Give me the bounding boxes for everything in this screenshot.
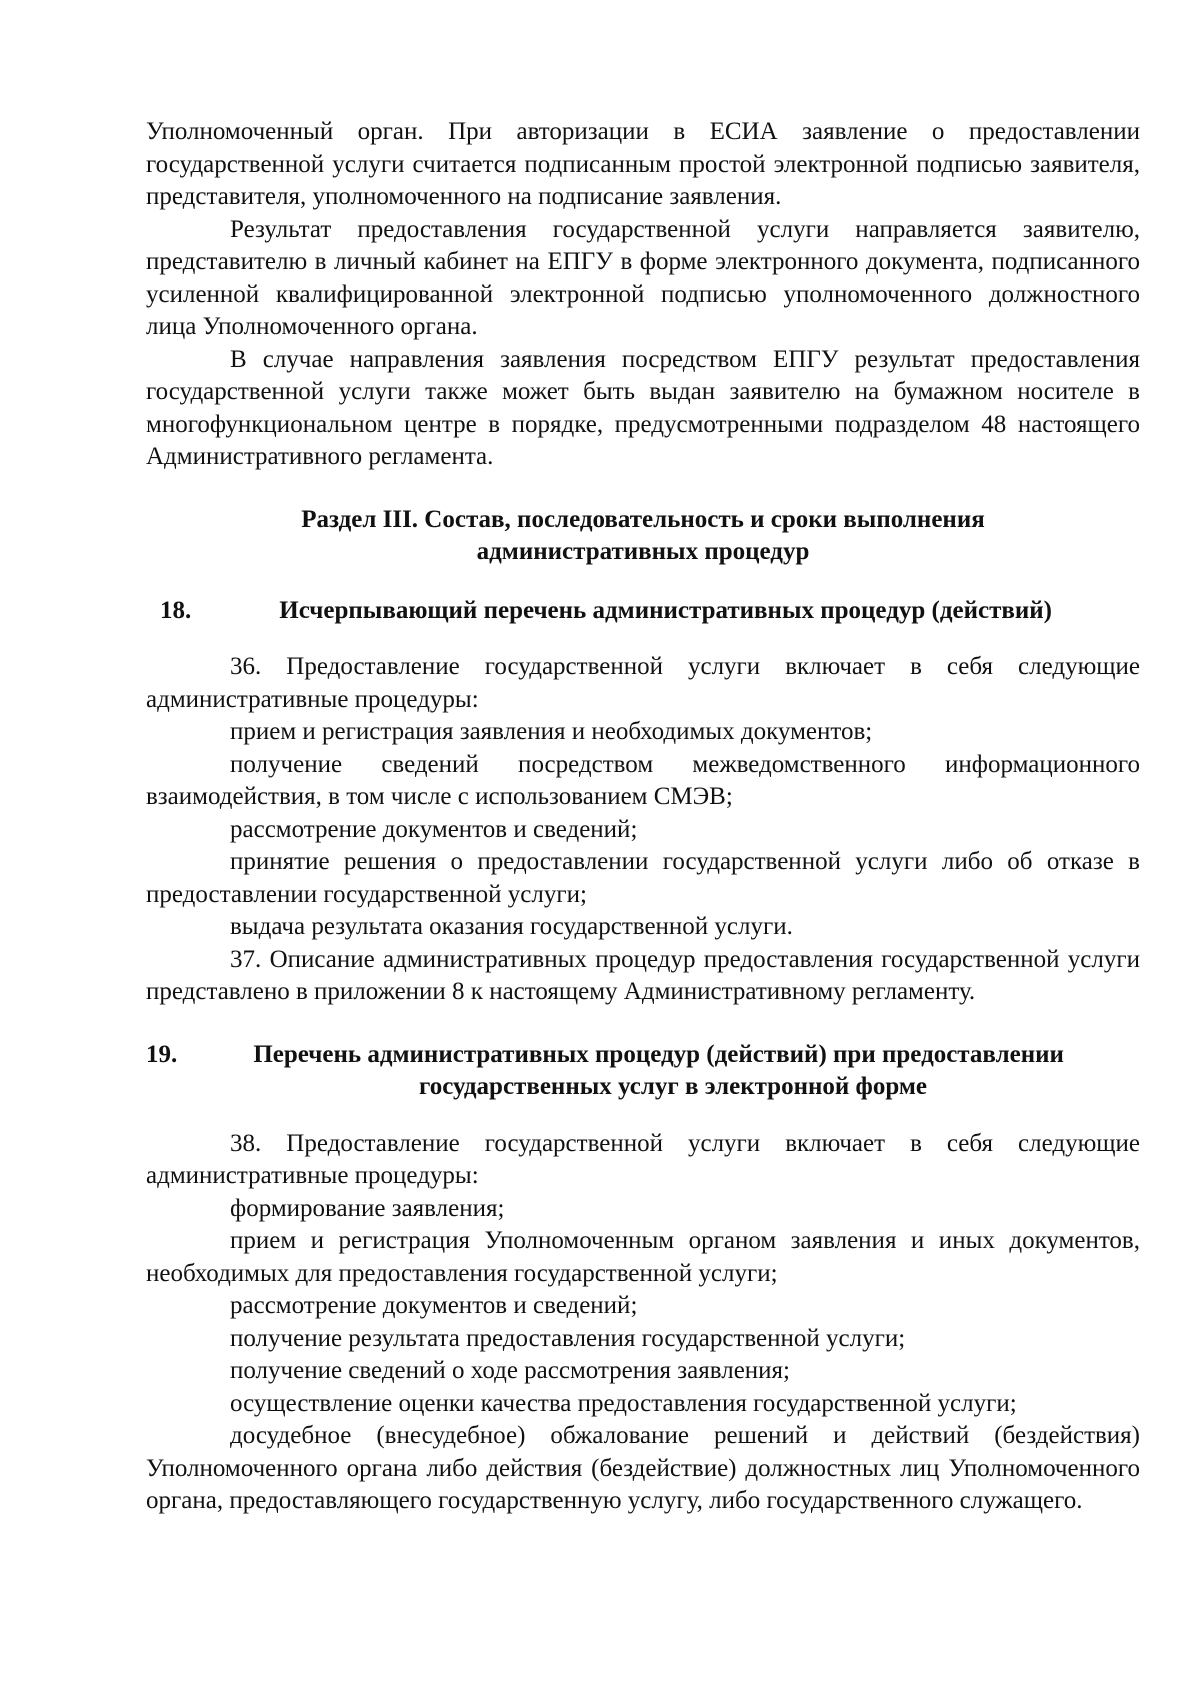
subsection-19-title-line2: государственных услуг в электронной форме	[418, 1073, 927, 1100]
list-item-procedure: рассмотрение документов и сведений;	[230, 815, 638, 843]
list-item-procedure: получение сведений посредством межведомственного информационного взаимодействия, в том числе с использованием СМЭВ;	[146, 750, 1140, 810]
list-item-procedure: формирование заявления;	[230, 1194, 505, 1222]
list-item-procedure: выдача результата оказания государственной услуги.	[230, 913, 793, 940]
section-3-heading-line2: административных процедур	[476, 538, 810, 565]
paragraph-37: 37. Описание административных процедур предоставления государственной услуги представлено в приложении 8 к настоящему Административному регламенту.	[146, 945, 1140, 1005]
subsection-18-number: 18.	[160, 596, 192, 624]
section-3-heading-line1: Раздел III. Состав, последовательность и сроки выполнения	[301, 505, 985, 533]
paragraph-36: 36. Предоставление государственной услуги включает в себя следующие административные процедуры:	[146, 653, 1140, 713]
list-item-procedure: получение сведений о ходе рассмотрения заявления;	[230, 1357, 790, 1384]
paragraph-38: 38. Предоставление государственной услуги включает в себя следующие административные процедуры:	[146, 1129, 1140, 1189]
list-item-procedure: принятие решения о предоставлении государственной услуги либо об отказе в предоставлении государственной услуги;	[146, 848, 1140, 908]
subsection-19-number: 19.	[146, 1040, 178, 1068]
list-item-procedure: прием и регистрация заявления и необходимых документов;	[230, 718, 873, 745]
list-item-procedure: рассмотрение документов и сведений;	[230, 1292, 638, 1319]
subsection-18-heading	[146, 595, 1140, 628]
paragraph-result-delivery: Результат предоставления государственной услуги направляется заявителю, представителю в личный кабинет на ЕПГУ в форме электронного документа, подписанного усиленной квалифицированной электронной подписью уполномоченного должностного лица Уполномоченного органа.	[146, 215, 1140, 340]
list-item-procedure: досудебное (внесудебное) обжалование решений и действий (бездействия) Уполномоченного органа либо действия (бездействие) должностных лиц Уполномоченного органа, предоставляющего государственную услугу, либо государственного служащего.	[146, 1422, 1140, 1514]
list-item-procedure: получение результата предоставления государственной услуги;	[230, 1324, 906, 1352]
document-page	[146, 116, 1140, 1518]
subsection-19-title-line1: Перечень административных процедур (действий) при предоставлении	[253, 1040, 1064, 1068]
subsection-19-heading	[146, 1039, 1140, 1072]
list-item-procedure: прием и регистрация Уполномоченным органом заявления и иных документов, необходимых для предоставления государственной услуги;	[146, 1227, 1140, 1287]
paragraph-authorization: Уполномоченный орган. При авторизации в ЕСИА заявление о предоставлении государственной услуги считается подписанным простой электронной подписью заявителя, представителя, уполномоченного на подписание заявления.	[146, 118, 1140, 210]
list-item-procedure: осуществление оценки качества предоставления государственной услуги;	[230, 1389, 1017, 1417]
paragraph-paper-result: В случае направления заявления посредством ЕПГУ результат предоставления государственной услуги также может быть выдан заявителю на бумажном носителе в многофункциональном центре в порядке, предусмотренными подразделом 48 настоящего Административного регламента.	[146, 345, 1140, 470]
subsection-18-title: Исчерпывающий перечень административных процедур (действий)	[279, 596, 1052, 624]
